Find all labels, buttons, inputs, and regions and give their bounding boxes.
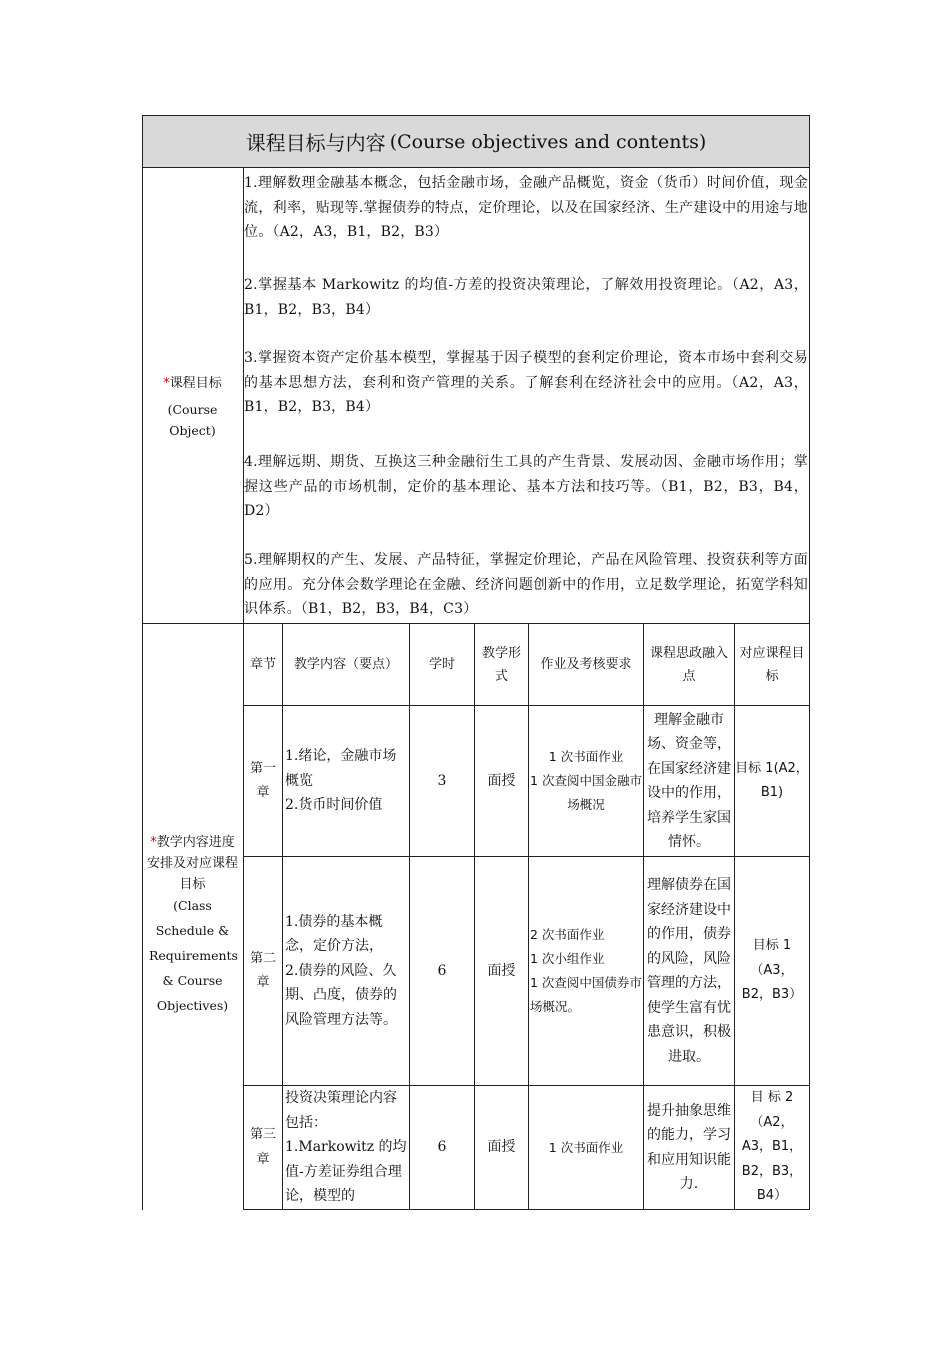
row3-content <box>285 1086 407 1209</box>
header-homework: 作业及考核要求 <box>540 657 632 672</box>
row1-homework <box>529 706 643 856</box>
row2-objective: 目标 1 （A3，B2，B3） <box>741 938 803 1003</box>
schedule-label-cn: 教学内容进度安排及对应课程目标 <box>146 835 238 892</box>
row3-form: 面授 <box>487 1139 516 1156</box>
row3-content-line: 1.Markowitz 的均值-方差证券组合理论，模型的 <box>285 1139 407 1205</box>
objectives-label-cn: 课程目标 <box>169 376 222 391</box>
row1-objective: 目标 1(A2，B1) <box>735 760 809 800</box>
row3-ideology: 提升抽象思维的能力，学习和应用知识能力. <box>647 1102 731 1192</box>
row1-hours: 3 <box>437 772 447 789</box>
row2-homework <box>530 857 643 1085</box>
schedule-label <box>143 832 242 1018</box>
row3-objective: 目 标 2 （A2，A3，B1，B2，B3，B4） <box>741 1090 803 1204</box>
table-border-right <box>809 167 810 1210</box>
row3-homework-line: 1 次书面作业 <box>548 1139 624 1155</box>
row2-hours: 6 <box>437 962 447 979</box>
schedule-label-en: (Class Schedule & Requirements & Course Objectives) <box>149 898 238 1013</box>
row2-chapter: 第二章 <box>249 950 276 990</box>
row1-content-line: 2.货币时间价值 <box>285 797 383 814</box>
row1-homework-line: 1 次查阅中国金融市场概况 <box>530 773 642 812</box>
schedule-bottom <box>243 1209 810 1210</box>
row2-form: 面授 <box>487 962 516 979</box>
required-marker: * <box>163 376 170 391</box>
row1-content-line: 1.绪论，金融市场概览 <box>285 748 397 789</box>
table-border-left <box>142 115 143 1210</box>
objective-item-2: 2.掌握基本 Markowitz 的均值-方差的投资决策理论，了解效用投资理论。（A2，A3，B1，B2，B3，B4） <box>244 277 808 318</box>
objective-item-1: 1.理解数理金融基本概念，包括金融市场，金融产品概览，资金（货币）时间价值，现金流，利率，贴现等.掌握债券的特点，定价理论，以及在国家经济、生产建设中的用途与地位。（A2，A3，B1，B2，B3） <box>244 175 808 240</box>
row2-content-line: 1.债券的基本概念，定价方法， <box>285 913 383 955</box>
row1-form: 面授 <box>487 772 516 789</box>
objective-item-4: 4.理解远期、期货、互换这三种金融衍生工具的产生背景、发展动因、金融市场作用；掌握这些产品的市场机制，定价的基本理论、基本方法和技巧等。（B1，B2，B3，B4，D2） <box>244 454 808 519</box>
required-marker: * <box>150 835 157 850</box>
row1-chapter: 第一章 <box>249 760 276 800</box>
col-divider <box>643 623 644 1210</box>
header-form: 教学形式 <box>481 645 521 684</box>
row3-hours: 6 <box>437 1139 447 1156</box>
row1-ideology: 理解金融市场、资金等，在国家经济建设中的作用，培养学生家国情怀。 <box>647 711 731 850</box>
row2-content <box>285 857 407 1085</box>
section-title <box>143 116 809 167</box>
header-content: 教学内容（要点） <box>293 657 398 672</box>
col-divider <box>282 623 283 1210</box>
row1-homework-line: 1 次书面作业 <box>548 749 624 764</box>
section-title-en: (Course objectives and contents) <box>389 130 707 153</box>
row2-content-line: 2.债券的风险、久期、凸度，债券的风险管理方法等。 <box>285 962 397 1028</box>
objectives-label-en: (Course Object) <box>167 402 218 438</box>
row3-content-line: 投资决策理论内容包括： <box>285 1090 397 1131</box>
row2-ideology: 理解债券在国家经济建设中的作用，债券的风险，风险管理的方法，使学生富有忧患意识，积极进取。 <box>647 877 731 1065</box>
header-hours: 学时 <box>428 657 455 672</box>
objective-item-5: 5.理解期权的产生、发展、产品特征，掌握定价理论，产品在风险管理、投资获利等方面的应用。充分体会数学理论在金融、经济问题创新中的作用，立足数学理论，拓宽学科知识体系。（B1，B2，B3，B4，C3） <box>244 552 808 617</box>
header-ideology: 课程思政融入点 <box>649 645 728 684</box>
header-objective: 对应课程目标 <box>739 645 805 684</box>
header-chapter: 章节 <box>249 657 276 672</box>
objectives-label <box>143 373 242 441</box>
objective-item-3: 3.掌握资本资产定价基本模型，掌握基于因子模型的套利定价理论，资本市场中套利交易的基本思想方法，套利和资产管理的关系。了解套利在经济社会中的应用。（A2，A3，B1，B2，B3，B4） <box>244 350 808 415</box>
row1-content <box>285 706 409 856</box>
row2-homework-line: 2 次书面作业 <box>530 927 605 942</box>
row2-homework-line: 1 次小组作业 <box>530 951 605 966</box>
row3-homework <box>529 1086 643 1209</box>
row3-chapter: 第三章 <box>249 1127 276 1167</box>
row2-homework-line: 1 次查阅中国债券市场概况。 <box>530 975 642 1014</box>
section-title-cn: 课程目标与内容 <box>245 131 386 155</box>
